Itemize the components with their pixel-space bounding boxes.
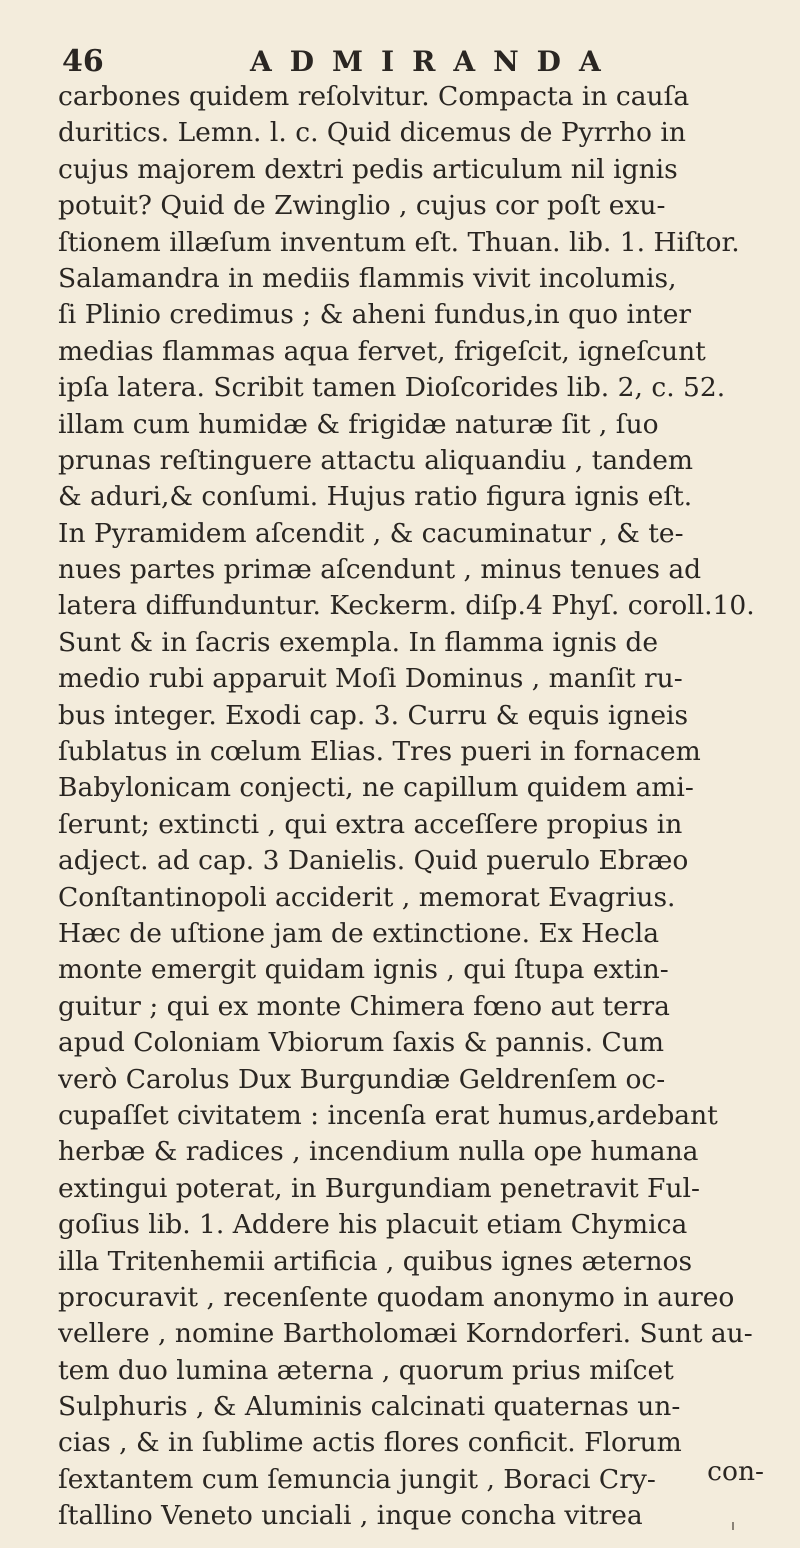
text-line: illa Tritenhemii artificia , quibus ignes æternos bbox=[58, 1245, 693, 1277]
running-head: ADMIRANDA bbox=[250, 45, 619, 78]
text-line: In Pyramidem aſcendit , & cacuminatur , & te- bbox=[58, 517, 684, 549]
text-line: Sunt & in ſacris exempla. In flamma ignis de bbox=[58, 626, 659, 658]
text-line: monte emergit quidam ignis , qui ſtupa extin- bbox=[58, 954, 669, 986]
text-line: tem duo lumina æterna , quorum prius miſcet bbox=[58, 1354, 674, 1386]
text-line: verò Carolus Dux Burgundiæ Geldrenſem oc- bbox=[58, 1063, 666, 1095]
text-line: potuit? Quid de Zwinglio , cujus cor poſt exu- bbox=[58, 190, 666, 222]
text-line: nues partes primæ aſcendunt , minus tenues ad bbox=[58, 554, 702, 586]
text-line: Sulphuris , & Aluminis calcinati quaternas un- bbox=[58, 1391, 681, 1423]
text-line: Hæc de uſtione jam de extinctione. Ex Hecla bbox=[58, 917, 660, 949]
body-text bbox=[58, 79, 758, 1535]
text-line: Salamandra in mediis flammis vivit incolumis, bbox=[58, 262, 677, 294]
text-line: Babylonicam conjecti, ne capillum quidem ami- bbox=[58, 772, 694, 804]
text-line: vellere , nomine Bartholomæi Korndorferi. Sunt au- bbox=[58, 1318, 753, 1350]
text-line: ſtallino Veneto unciali , inque concha vitrea bbox=[58, 1500, 643, 1532]
text-line: bus integer. Exodi cap. 3. Curru & equis igneis bbox=[58, 699, 689, 731]
text-line: duritics. Lemn. l. c. Quid dicemus de Pyrrho in bbox=[58, 117, 686, 149]
text-line: cujus majorem dextri pedis articulum nil ignis bbox=[58, 153, 678, 185]
text-line: ſerunt; extincti , qui extra acceſſere propius in bbox=[58, 808, 683, 840]
text-line: apud Coloniam Vbiorum ſaxis & pannis. Cum bbox=[58, 1027, 664, 1059]
text-line: extingui poterat, in Burgundiam penetravit Ful- bbox=[58, 1172, 700, 1204]
text-line: ſtionem illæſum inventum eſt. Thuan. lib. 1. Hiſtor. bbox=[58, 226, 740, 258]
text-line: cias , & in ſublime actis flores conficit. Florum bbox=[58, 1427, 682, 1459]
text-line: & aduri,& conſumi. Hujus ratio figura ignis eſt. bbox=[58, 481, 693, 513]
text-line: illam cum humidæ & frigidæ naturæ ſit , ſuo bbox=[58, 408, 659, 440]
text-line: ſi Plinio credimus ; & aheni fundus,in quo inter bbox=[58, 299, 692, 331]
text-line: guitur ; qui ex monte Chimera fœno aut terra bbox=[58, 990, 670, 1022]
text-line: carbones quidem reſolvitur. Compacta in cauſa bbox=[58, 81, 690, 112]
text-line: ſextantem cum ſemuncia jungit , Boraci Cry- bbox=[58, 1463, 656, 1495]
text-line: adject. ad cap. 3 Danielis. Quid puerulo Ebræo bbox=[58, 845, 689, 877]
text-line: medio rubi apparuit Moſi Dominus , manſit ru- bbox=[58, 663, 683, 695]
text-line: latera diffunduntur. Keckerm. diſp.4 Phyſ. coroll.10. bbox=[58, 590, 755, 622]
ink-mark bbox=[732, 1522, 734, 1530]
catchword: con- bbox=[707, 1456, 764, 1487]
page-header bbox=[62, 42, 762, 82]
page-number: 46 bbox=[62, 44, 104, 79]
text-line: herbæ & radices , incendium nulla ope humana bbox=[58, 1136, 699, 1168]
text-line: prunas reſtinguere attactu aliquandiu , tandem bbox=[58, 444, 694, 476]
text-line: medias flammas aqua fervet, frigeſcit, igneſcunt bbox=[58, 335, 706, 367]
text-line: ſublatus in cœlum Elias. Tres pueri in fornacem bbox=[58, 736, 701, 768]
text-line: procuravit , recenſente quodam anonymo in aureo bbox=[58, 1281, 735, 1313]
text-line: ipſa latera. Scribit tamen Dioſcorides lib. 2, c. 52. bbox=[58, 372, 726, 404]
text-line: Conſtantinopoli acciderit , memorat Evagrius. bbox=[58, 881, 676, 913]
text-line: goſius lib. 1. Addere his placuit etiam Chymica bbox=[58, 1209, 688, 1241]
text-line: cupaſſet civitatem : incenſa erat humus,ardebant bbox=[58, 1099, 718, 1131]
